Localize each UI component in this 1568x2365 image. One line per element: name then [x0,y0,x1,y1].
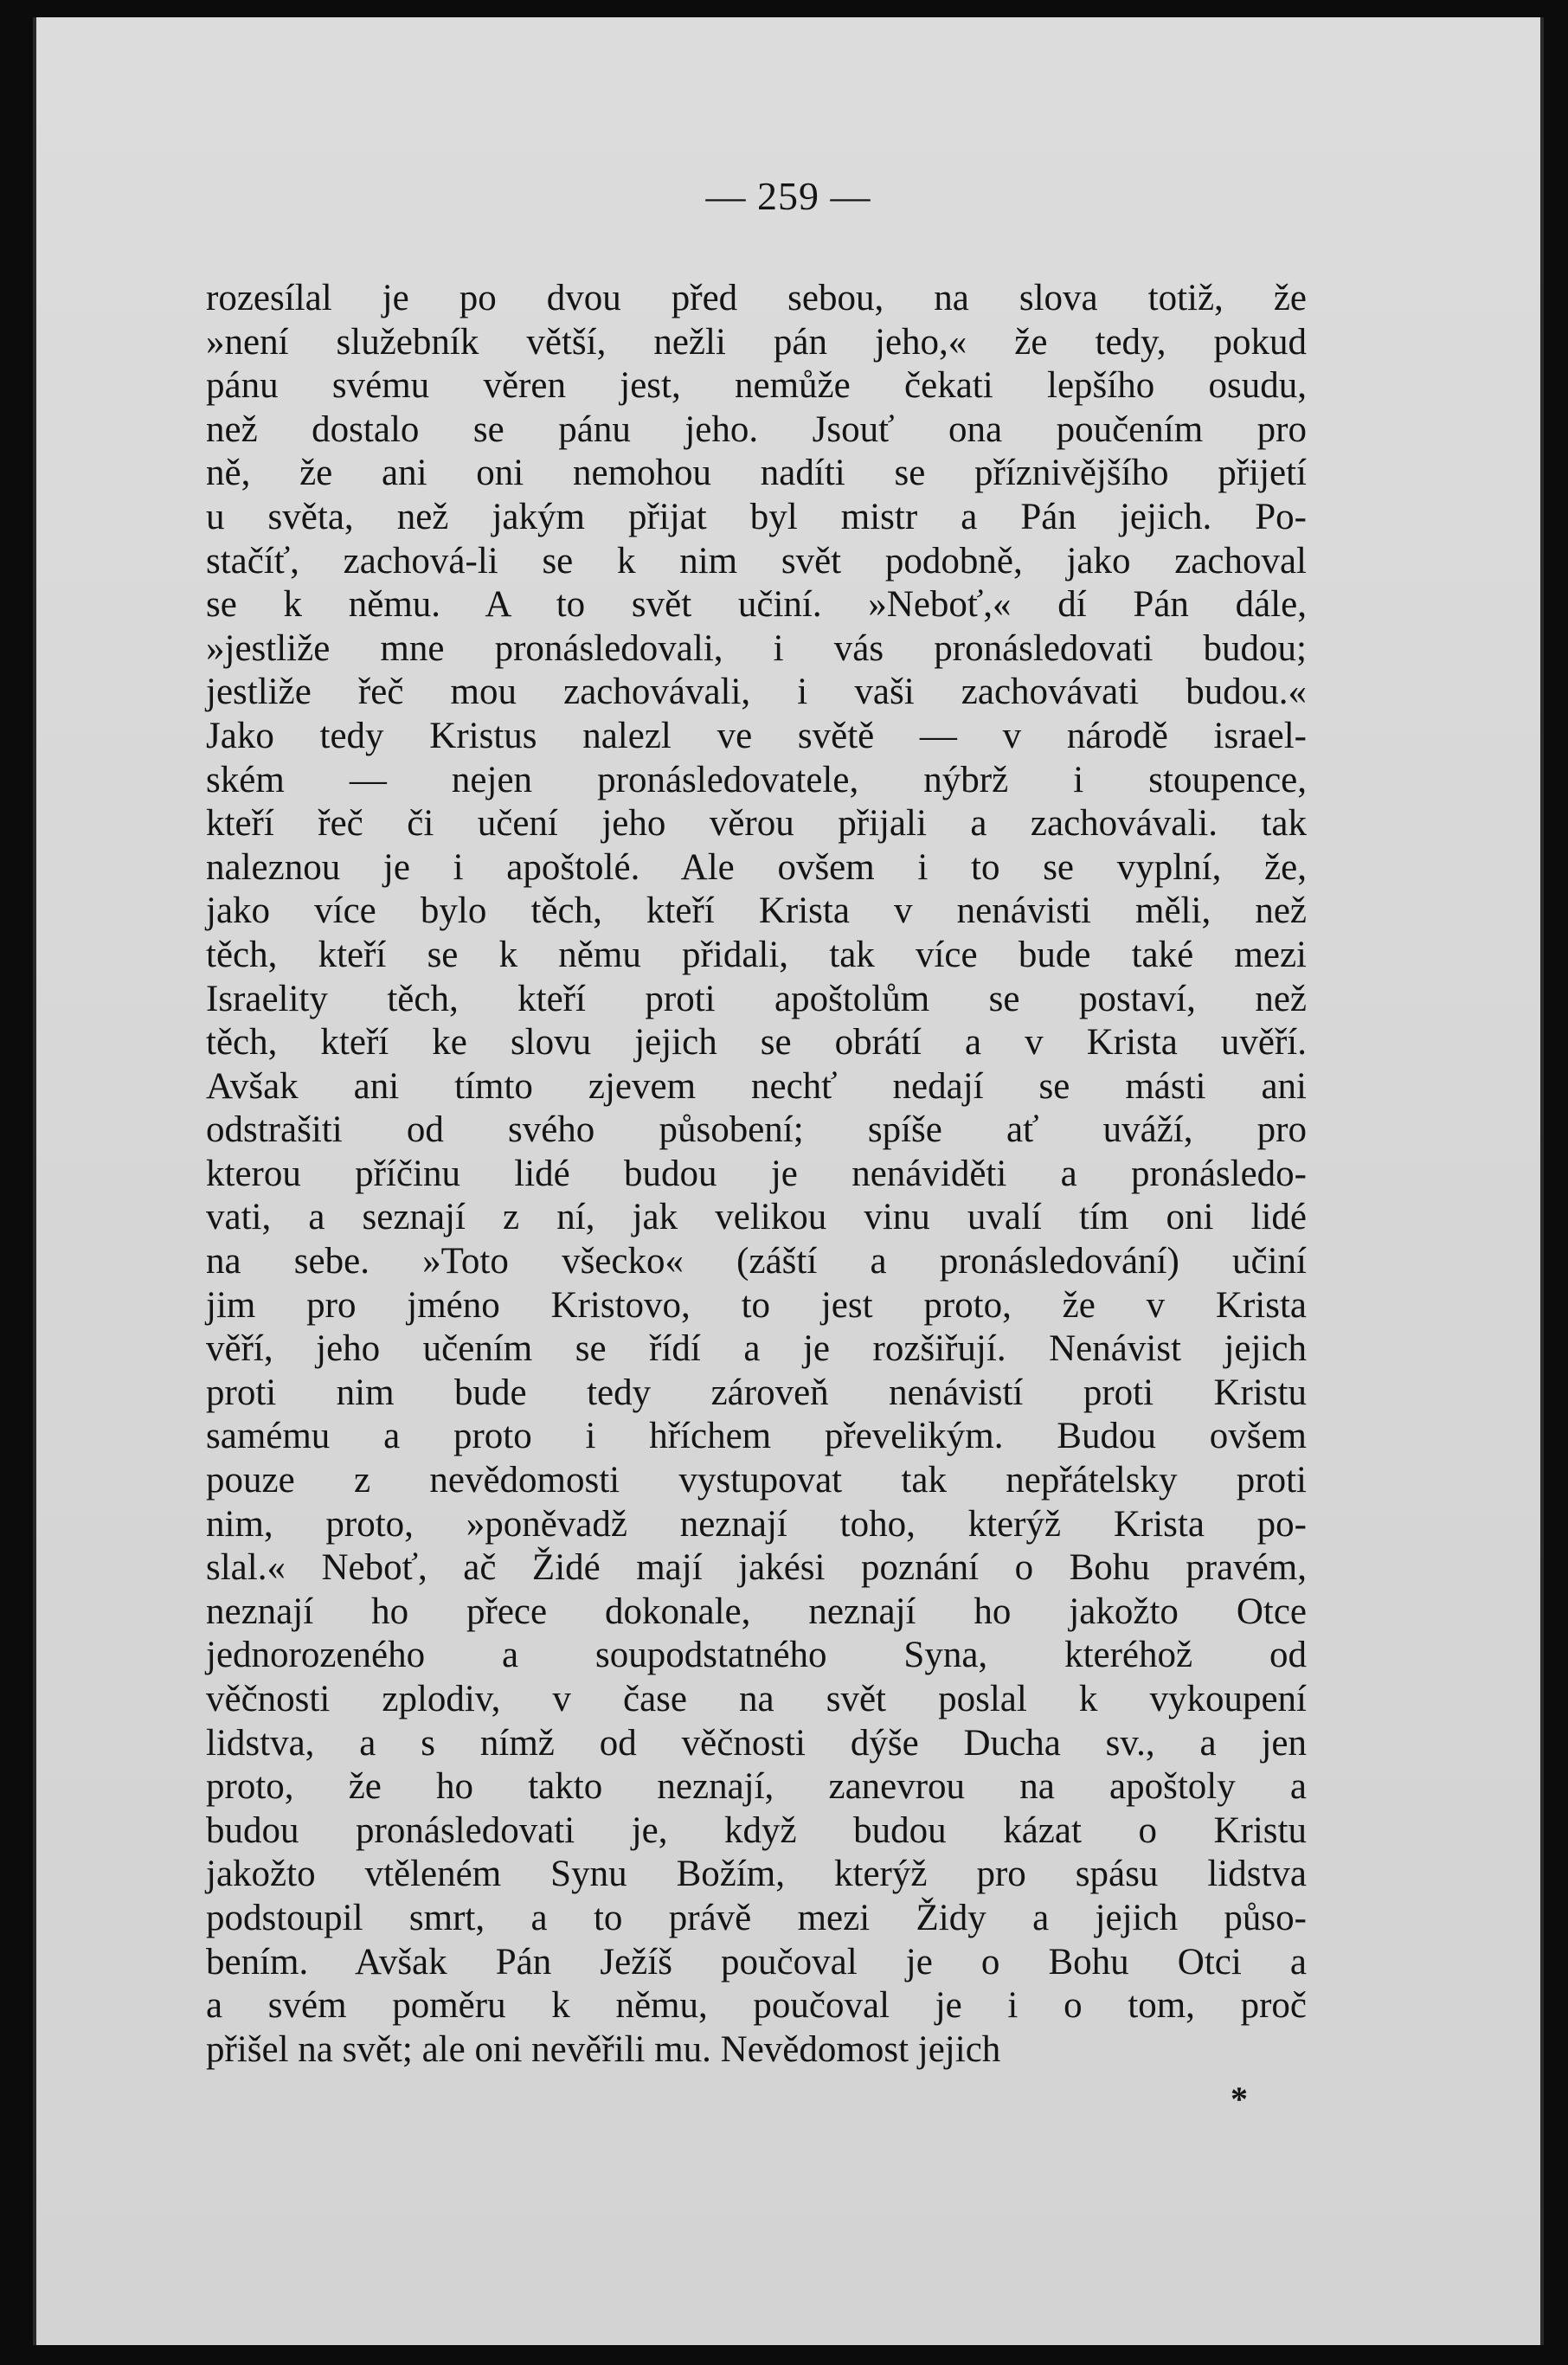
text-line: Jako tedy Kristus nalezl ve světě — v národě israel- [206,715,1307,756]
text-line: jednorozeného a soupodstatného Syna, kteréhož od [206,1635,1307,1676]
text-line: samému a proto i hříchem převelikým. Budou ovšem [206,1416,1307,1457]
text-line: »jestliže mne pronásledovali, i vás pronásledovati budou; [206,627,1307,669]
text-line: lidstva, a s nímž od věčnosti dýše Ducha sv., a jen [206,1722,1307,1764]
text-line: věčnosti zplodiv, v čase na svět poslal k vykoupení [206,1679,1307,1719]
text-line: rozesílal je po dvou před sebou, na slova totiž, že [206,278,1307,318]
text-line: kteří řeč či učení jeho věrou přijali a zachovávali. tak [206,803,1307,845]
text-line: neznají ho přece dokonale, neznají ho jakožto Otce [206,1591,1307,1632]
text-line: pouze z nevědomosti vystupovat tak nepřátelsky proti [206,1460,1307,1501]
text-line: u světa, než jakým přijat byl mistr a Pán jejich. Po- [206,496,1307,537]
text-line: těch, kteří ke slovu jejich se obrátí a v Krista uvěří. [206,1022,1307,1064]
text-line: vati, a seznají z ní, jak velikou vinu uvalí tím oni lidé [206,1197,1307,1238]
text-line: »není služebník větší, nežli pán jeho,« že tedy, pokud [206,321,1307,363]
text-line: pánu svému věren jest, nemůže čekati lepšího osudu, [206,365,1307,407]
text-line: než dostalo se pánu jeho. Jsouť ona poučením pro [206,408,1307,450]
text-line: slal.« Neboť, ač Židé mají jakési poznání o Bohu pravém, [206,1547,1307,1589]
page-number: — 259 — [705,174,871,218]
text-line: a svém poměru k němu, poučoval je i o tom, proč [206,1985,1307,2027]
book-page [33,17,1544,2345]
text-line: naleznou je i apoštolé. Ale ovšem i to se vyplní, že, [206,846,1307,888]
text-line: jestliže řeč mou zachovávali, i vaši zachovávati budou.« [206,672,1307,713]
text-line: těch, kteří se k němu přidali, tak více bude také mezi [206,934,1307,975]
text-line: ském — nejen pronásledovatele, nýbrž i stoupence, [206,759,1307,800]
text-line: proto, že ho takto neznají, zanevrou na apoštoly a [206,1766,1307,1808]
text-line: budou pronásledovati je, když budou kázat o Kristu [206,1809,1307,1851]
text-line: na sebe. »Toto všecko« (záští a pronásledování) učiní [206,1241,1307,1282]
text-line: odstrašiti od svého působení; spíše ať uváží, pro [206,1109,1307,1151]
body-text [206,277,1307,2072]
text-line: stačíť, zachová-li se k nim svět podobně, jako zachoval [206,540,1307,582]
text-line: nim, proto, »poněvadž neznají toho, kterýž Krista po- [206,1503,1307,1545]
text-line: proti nim bude tedy zároveň nenávistí proti Kristu [206,1372,1307,1413]
text-line: kterou příčinu lidé budou je nenáviděti a pronásledo- [206,1153,1307,1194]
text-line: věří, jeho učením se řídí a je rozšiřují. Nenávist jejich [206,1328,1307,1370]
text-line: ně, že ani oni nemohou nadíti se příznivějšího přijetí [206,453,1307,494]
text-line: jako více bylo těch, kteří Krista v nenávisti měli, než [206,890,1307,932]
text-line: podstoupil smrt, a to právě mezi Židy a jejich půso- [206,1897,1307,1938]
text-line: Avšak ani tímto zjevem nechť nedají se másti ani [206,1065,1307,1107]
text-line: přišel na svět; ale oni nevěřili mu. Nevědomost jejich [206,2028,1001,2070]
signature-mark: * [1231,2079,1248,2118]
text-line: se k němu. A to svět učiní. »Neboť,« dí Pán dále, [206,584,1307,626]
text-line: Israelity těch, kteří proti apoštolům se postaví, než [206,978,1307,1019]
text-line: jim pro jméno Kristovo, to jest proto, že v Krista [206,1284,1307,1326]
text-line: jakožto vtěleném Synu Božím, kterýž pro spásu lidstva [206,1854,1307,1895]
text-line: bením. Avšak Pán Ježíš poučoval je o Bohu Otci a [206,1941,1307,1983]
